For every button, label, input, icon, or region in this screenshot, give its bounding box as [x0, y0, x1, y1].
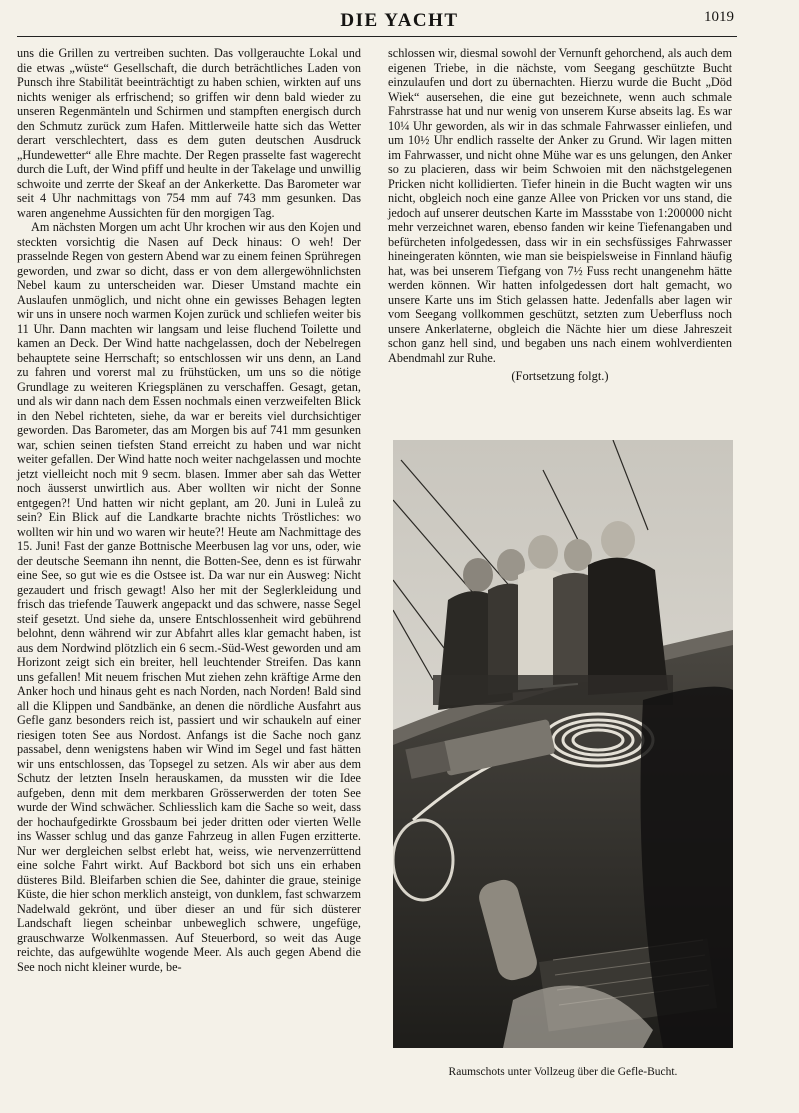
- right-paragraph-1: schlossen wir, diesmal sowohl der Vernunft gehorchend, als auch dem eigenen Triebe, in die nächste, vom Seegang geschützte Bucht einzulaufen und dort zu übernachten. Hierzu wurde die Bucht „Död Wiek“ ausersehen, die eine gut bezeichnete, wenn auch schmale Fahrstrasse hat und nur wenig von unserem Kurse abseits lag. Es war 10¼ Uhr geworden, als wir in das schmale Fahrwasser einliefen, und um 10½ Uhr endlich rasselte der Anker zu Grund. Wir lagen mitten im Fahrwasser, und nicht ohne Mühe war es uns gelungen, den Anker so zu placieren, dass wir beim Schwoien mit den nächstgelegenen Pricken nicht kollidierten. Tiefer hinein in die Bucht wagten wir uns nicht, obgleich noch eine ganze Allee von Pricken vor uns stand, die jedoch auf unserer deutschen Karte im Massstabe von 1:200000 nicht mehr verzeichnet waren, ebenso fanden wir keine Tiefenangaben und befürcheten infolgedessen, dass wir in ein sechsfüssiges Fahrwasser hineingeraten könnten, wie man sie beispielsweise in Finnland häufig hat, was bei unserem Tiefgang von 7½ Fuss recht unangenehm hätte werden können. Wir hatten infolgedessen dort halt gemacht, wo unsere Karte uns im Stich gelassen hatte. Jedenfalls aber lagen wir vom Seegang vollkommen geschützt, setzten zum Ueberfluss noch unsere Ankerlaterne, obgleich die Nächte hier um diese Jahreszeit schon ganz hell sind, und begaben uns nach einem wohlverdienten Abendmahl zur Ruhe.: [388, 46, 732, 365]
- photo-sailors-on-yacht: [393, 440, 733, 1048]
- left-text-column: [17, 46, 361, 974]
- right-text-column: [388, 46, 732, 384]
- page-number: 1019: [704, 9, 734, 25]
- photo-caption: Raumschots unter Vollzeug über die Gefle-Bucht.: [448, 1066, 678, 1078]
- page-header-title: DIE YACHT: [340, 10, 459, 31]
- continuation-note: (Fortsetzung folgt.): [511, 369, 609, 383]
- helmsman-shadow: [641, 687, 734, 1048]
- left-paragraph-1: uns die Grillen zu vertreiben suchten. Das vollgerauchte Lokal und die etwas „wüste“ Gesellschaft, die durch beträchtliches Laden von Punsch ihre Stabilität beeinträchtigt zu haben schien, wirkten auf uns nichts weniger als erfrischend; so griffen wir denn bald wieder zu unseren Regenmänteln und Schirmen und stampften energisch durch den Schmutz zurück zum Hafen. Mittlerweile hatte sich das Wetter derart verschlechtert, dass es dem guten deutschen Ausdruck „Hundewetter“ alle Ehre machte. Der Regen prasselte fast wagerecht durch die Luft, der Wind pfiff und heulte in der Takelage und unwillig schwoite und zerrte der Skeaf an der Ankerkette. Das Barometer war seit 4 Uhr nachmittags von 754 mm auf 743 mm gesunken. Das waren angenehme Aussichten für den morgigen Tag.: [17, 46, 361, 220]
- left-paragraph-2: Am nächsten Morgen um acht Uhr krochen wir aus den Kojen und steckten vorsichtig die Nasen auf Deck hinaus: O weh! Der prasselnde Regen von gestern Abend war zu einem feinen Sprühregen geworden, und zwar so dicht, dass er von dem allergewöhnlichsten Nebel kaum zu unterscheiden war. Dieser Umstand machte ein Auslaufen unmöglich, und nicht ohne ein gewisses Behagen legten wir uns in unsere noch warmen Kojen zurück und schliefen weiter bis 11 Uhr. Dann machten wir langsam und leise fluchend Toilette und kamen an Deck. Der Wind hatte nachgelassen, doch der Nebelregen behauptete seine Herrschaft; so entschlossen wir uns denn, an Land zu fahren und vorerst mal zu frühstücken, um uns so die nötige Grundlage zu weiteren Kriegsplänen zu verschaffen. Gesagt, getan, und als wir dann nach dem Essen nochmals einen verzweifelten Blick in den Nebel richteten, siehe, da war er bereits viel durchsichtiger geworden. Das Barometer, das am Morgen bis auf 741 mm gesunken war, schien seinen tiefsten Stand erreicht zu haben und war nicht weiter gefallen. Der Wind hatte noch weiter nachgelassen und mochte jetzt vielleicht noch mit 9 secm. blasen. Immer aber sah das Wetter noch äusserst unwirtlich aus. Aber wollten wir nicht der Sonne entgegen?! Und hatten wir nicht geplant, am 20. Juni in Luleå zu sein? Ein Blick auf die Landkarte brachte nichts Tröstliches: wo wollten wir hin und wo waren wir heute?! Heute am Nachmittage des 15. Juni! Fast der ganze Bottnische Meerbusen lag vor uns, oder, wie der deutsche Seemann ihn nennt, die Botten-See, denn es ist fürwahr eine See, so gut wie es die Ostsee ist. Da war nur ein Ausweg: Nicht gezaudert und frisch gewagt! Also her mit der Seglerkleidung und frisch das triefende Tauwerk angepackt und das schwere, nasse Segel steif gesetzt. Und siehe da, unsere Entschlossenheit wird gebührend belohnt, denn während wir zur Abfahrt alles klar gemacht haben, ist aus dem Nordwind plötzlich ein 6 secm.-Süd-West geworden und am Horizont zeigt sich ein breiter, hell leuchtender Streifen. Das kann uns gefallen! Mit neuem frischen Mut ziehen zehn kräftige Arme den Anker hoch und hinaus geht es nach Norden, nach Norden! Bald sind all die Klippen und Sandbänke, an denen die nördliche Ausfahrt aus Gefle ganz besonders reich ist, passiert und wir schaukeln auf einer riesigen toten See aus Nordost. Anfangs ist die Sache noch ganz passabel, denn wenigstens haben wir Wind im Segel und fast hätten wir uns entschlossen, das Topsegel zu setzen. Als wir aber aus dem Schutz der letzten Inseln herauskamen, da mussten wir die Idee aufgeben, denn mit dem merkbaren Grösserwerden der toten See wurde der Wind schwächer. Schliesslich kam die Sache so weit, dass der hochaufgedirkte Grossbaum bei jeder dritten oder vierten Welle ins Wasser schlug und das ganze Fahrzeug in allen Fugen erzitterte. Nur wer dergleichen selbst erlebt hat, weiss, wie nervenzerrüttend eine solche Fahrt wirkt. Auf Backbord bot sich uns ein erhaben düsteres Bild. Bleifarben schien die See, dahinter die graue, steinige Küste, die hier schon merklich ansteigt, von dunklem, fast schwarzem Nadelwald gekrönt, und über dieser an und für sich düsterer Landschaft liegen scheinbar unbeweglich schwere, ungefüge, grauschwarze Wolkenmassen. Auf Steuerbord, so weit das Auge reichte, das aufgewühlte wogende Meer. Als auch gegen Abend die See noch nicht kleiner wurde, be-: [17, 220, 361, 974]
- header-rule: [17, 36, 737, 37]
- photo-illustration: [393, 440, 733, 1048]
